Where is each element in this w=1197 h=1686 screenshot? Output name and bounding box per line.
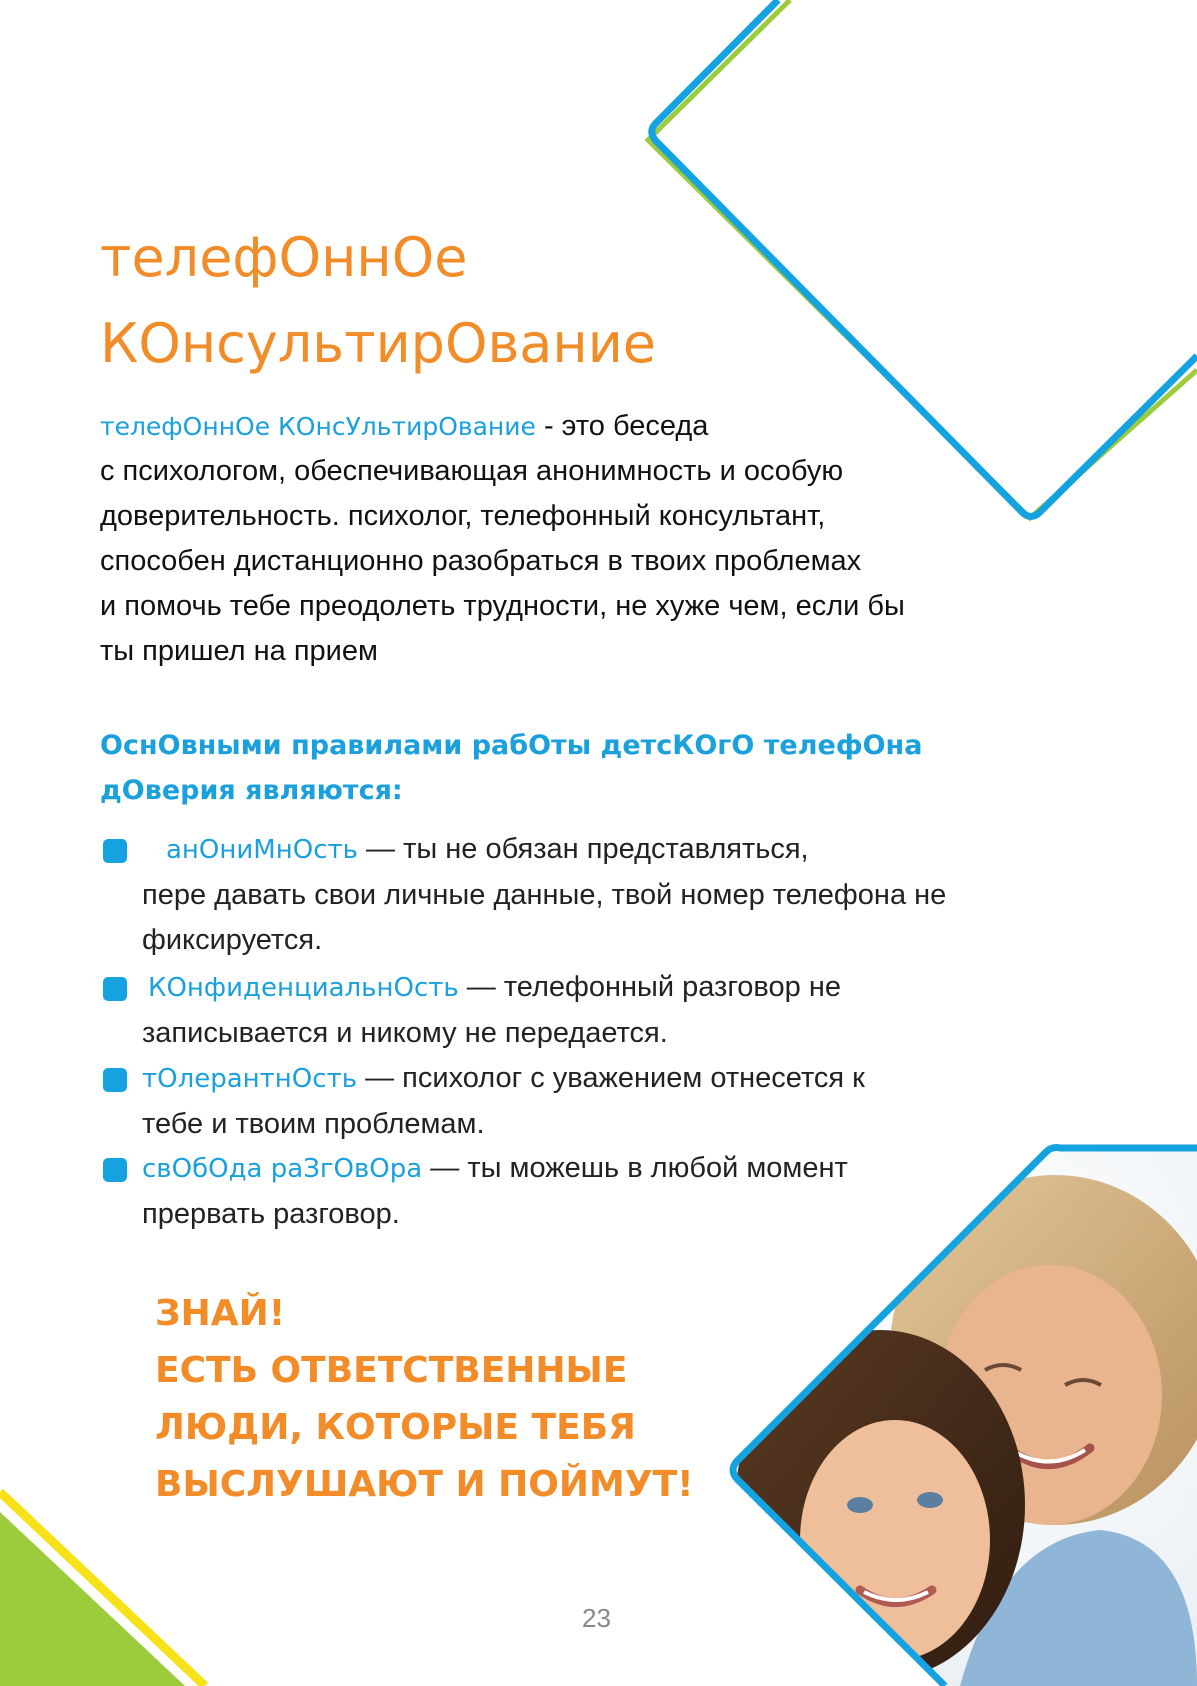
rule-line: тебе и твоим проблемам. xyxy=(142,1108,485,1140)
rule-item-tolerance xyxy=(142,1056,1062,1147)
rules-heading xyxy=(100,723,1000,813)
rules-heading-line-1: ОснОвными правилами рабОты детсКОгО телефОна xyxy=(100,730,923,761)
rule-item-freedom xyxy=(142,1146,1062,1237)
slogan xyxy=(155,1285,694,1513)
rule-line: пере давать свои личные данные, твой номер телефона не xyxy=(142,879,947,911)
slogan-line-2: ЕСТЬ ОТВЕТСТВЕННЫЕ xyxy=(155,1350,628,1391)
rule-term: тОлерантнОсть xyxy=(142,1064,358,1094)
rule-line: записывается и никому не передается. xyxy=(142,1017,668,1049)
rule-term: свОбОда раЗгОвОра xyxy=(142,1154,423,1184)
intro-line-1: - это беседа xyxy=(535,410,709,442)
bottom-left-triangle xyxy=(0,1492,205,1686)
slogan-line-4: ВЫСЛУШАЮТ И ПОЙМУТ! xyxy=(155,1464,694,1505)
rules-heading-line-2: дОверия являются: xyxy=(100,775,403,806)
rule-line: — ты можешь в любой момент xyxy=(422,1152,848,1184)
rule-line: — ты не обязан представляться, xyxy=(357,833,809,865)
title-line-1: телефОннОе xyxy=(100,226,468,289)
title-line-2: КОнсультирОвание xyxy=(100,312,657,375)
rule-line: фиксируется. xyxy=(142,924,323,956)
rule-line: — телефонный разговор не xyxy=(458,971,841,1003)
intro-line-3: доверительность. психолог, телефонный консультант, xyxy=(100,500,826,532)
bullet-icon xyxy=(103,977,127,1001)
page-title xyxy=(100,215,656,387)
bullet-icon xyxy=(103,839,127,863)
intro-line-2: с психологом, обеспечивающая анонимность и особую xyxy=(100,455,844,487)
slogan-line-3: ЛЮДИ, КОТОРЫЕ ТЕБЯ xyxy=(155,1407,636,1448)
rule-line: прервать разговор. xyxy=(142,1198,400,1230)
rule-term: КОнфиденциальнОсть xyxy=(148,973,459,1003)
page-number: 23 xyxy=(582,1603,611,1633)
slogan-line-1: ЗНАЙ! xyxy=(155,1293,286,1334)
intro-paragraph xyxy=(100,404,1000,674)
intro-line-4: способен дистанционно разобраться в твоих проблемах xyxy=(100,545,862,577)
rule-line: — психолог с уважением отнесется к xyxy=(357,1062,865,1094)
rule-item-confidentiality xyxy=(142,965,1062,1056)
intro-line-5: и помочь тебе преодолеть трудности, не хуже чем, если бы xyxy=(100,590,905,622)
intro-line-6: ты пришел на прием xyxy=(100,635,378,667)
bullet-icon xyxy=(103,1158,127,1182)
intro-term: телефОннОе КОнсУльтирОвание xyxy=(100,412,536,441)
rule-item-anonymity xyxy=(142,827,1062,963)
bullet-icon xyxy=(103,1068,127,1092)
rule-term: анОниМнОсть xyxy=(166,835,358,865)
